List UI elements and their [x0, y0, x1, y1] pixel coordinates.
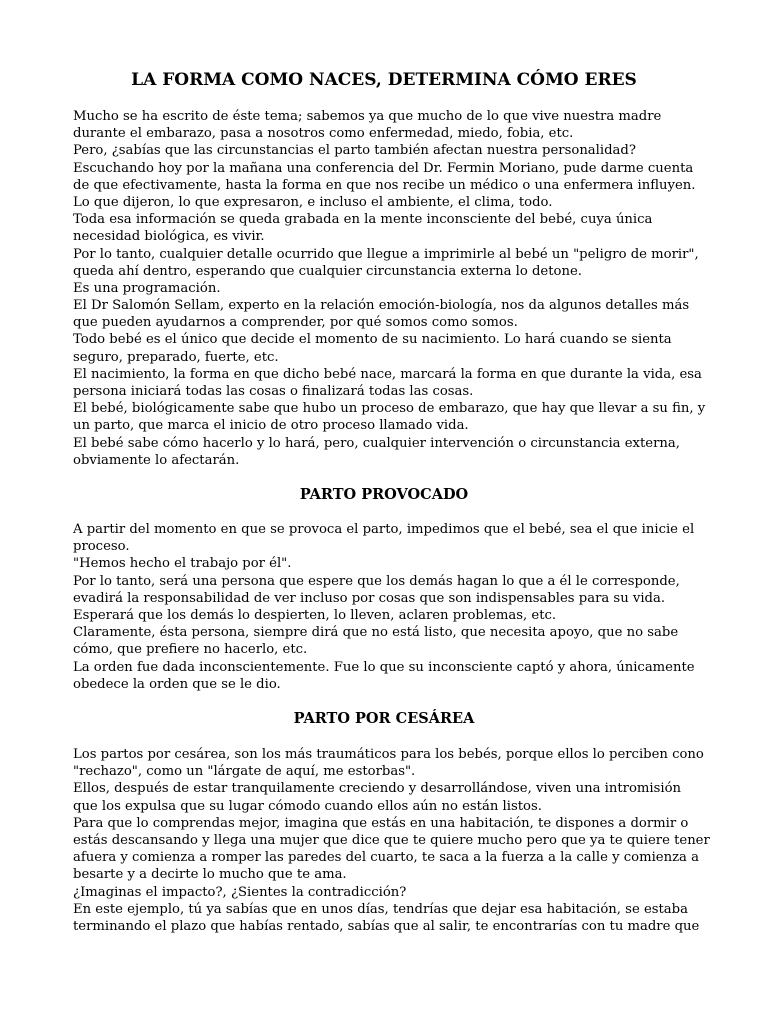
text-line: besarte y a decirte lo mucho que te ama.: [73, 867, 347, 883]
text-line: obedece la orden que se le dio.: [73, 676, 281, 692]
text-line: El nacimiento, la forma en que dicho bebé nace, marcará la forma en que durante la vida, esa: [73, 366, 702, 382]
intro-paragraphs: [73, 108, 713, 469]
section-heading-parto-por-cesarea: PARTO POR CESÁREA: [293, 710, 475, 727]
text-line: "rechazo", como un "lárgate de aquí, me estorbas".: [73, 764, 416, 780]
text-line: El Dr Salomón Sellam, experto en la relación emoción-biología, nos da algunos detalles más: [73, 298, 690, 314]
text-line: ¿Imaginas el impacto?, ¿Sientes la contradicción?: [73, 884, 407, 900]
text-line: Claramente, ésta persona, siempre dirá que no está listo, que necesita apoyo, que no sabe: [73, 625, 679, 641]
text-line: Ellos, después de estar tranquilamente creciendo y desarrollándose, viven una intromisión: [73, 781, 682, 797]
text-line: obviamente lo afectarán.: [73, 452, 240, 468]
text-line: queda ahí dentro, esperando que cualquier circunstancia externa lo detone.: [73, 263, 582, 279]
text-line: Para que lo comprendas mejor, imagina que estás en una habitación, te dispones a dormir o: [73, 815, 689, 831]
text-line: "Hemos hecho el trabajo por él".: [73, 556, 292, 572]
text-line: Mucho se ha escrito de éste tema; sabemos ya que mucho de lo que vive nuestra madre: [73, 109, 662, 124]
text-line: seguro, preparado, fuerte, etc.: [73, 349, 279, 365]
text-line: Es una programación.: [73, 280, 221, 296]
text-line: A partir del momento en que se provoca el parto, impedimos que el bebé, sea el que inicie el: [73, 522, 695, 537]
text-line: cómo, que prefiere no hacerlo, etc.: [73, 642, 308, 658]
text-line: evadirá la responsabilidad de ver incluso por cosas que son indispensables para su vida.: [73, 590, 666, 606]
text-line: necesidad biológica, es vivir.: [73, 229, 265, 245]
text-line: Esperará que los demás lo despierten, lo lleven, aclaren problemas, etc.: [73, 607, 557, 623]
text-line: que pueden ayudarnos a comprender, por qué somos como somos.: [73, 315, 518, 331]
text-line: un parto, que marca el inicio de otro proceso llamado vida.: [73, 418, 469, 434]
text-line: persona iniciará todas las cosas o finalizará todas las cosas.: [73, 384, 474, 399]
document-title: LA FORMA COMO NACES, DETERMINA CÓMO ERES: [131, 70, 637, 90]
text-line: Escuchando hoy por la mañana una conferencia del Dr. Fermin Moriano, pude darme cuenta: [73, 160, 694, 176]
text-line: El bebé, biológicamente sabe que hubo un proceso de embarazo, que hay que llevar a su fin, y: [73, 401, 706, 417]
text-line: Por lo tanto, será una persona que espere que los demás hagan lo que a él le corresponde,: [73, 573, 680, 589]
text-line: proceso.: [73, 539, 130, 555]
text-line: estás descansando y llega una mujer que dice que te quiere mucho pero que ya te quiere tener: [73, 832, 710, 848]
text-line: En este ejemplo, tú ya sabías que en unos días, tendrías que dejar esa habitación, se estaba: [73, 901, 688, 917]
section-parto-por-cesarea: [73, 746, 713, 935]
text-line: de que efectivamente, hasta la forma en que nos recibe un médico o una enfermera influyen.: [73, 177, 696, 193]
text-line: Todo bebé es el único que decide el momento de su nacimiento. Lo hará cuando se sienta: [73, 332, 672, 348]
text-line: durante el embarazo, pasa a nosotros como enfermedad, miedo, fobia, etc.: [73, 126, 574, 142]
text-line: Pero, ¿sabías que las circunstancias el parto también afectan nuestra personalidad?: [73, 143, 636, 159]
text-line: El bebé sabe cómo hacerlo y lo hará, pero, cualquier intervención o circunstancia externa,: [73, 435, 680, 451]
section-parto-provocado: [73, 521, 713, 693]
section-heading-parto-provocado: PARTO PROVOCADO: [299, 486, 469, 503]
text-line: que los expulsa que su lugar cómodo cuando ellos aún no están listos.: [73, 798, 542, 814]
text-line: Lo que dijeron, lo que expresaron, e incluso el ambiente, el clima, todo.: [73, 194, 553, 210]
text-line: Toda esa información se queda grabada en la mente inconsciente del bebé, cuya única: [73, 212, 653, 228]
text-line: La orden fue dada inconscientemente. Fue lo que su inconsciente captó y ahora, únicamente: [73, 659, 695, 675]
text-line: Los partos por cesárea, son los más traumáticos para los bebés, porque ellos lo perciben cono: [73, 747, 704, 762]
text-line: afuera y comienza a romper las paredes del cuarto, te saca a la fuerza a la calle y comienza a: [73, 850, 699, 866]
text-line: Por lo tanto, cualquier detalle ocurrido que llegue a imprimirle al bebé un "peligro de morir",: [73, 246, 699, 262]
text-line: terminando el plazo que habías rentado, sabías que al salir, te encontrarías con tu madre que: [73, 918, 700, 934]
